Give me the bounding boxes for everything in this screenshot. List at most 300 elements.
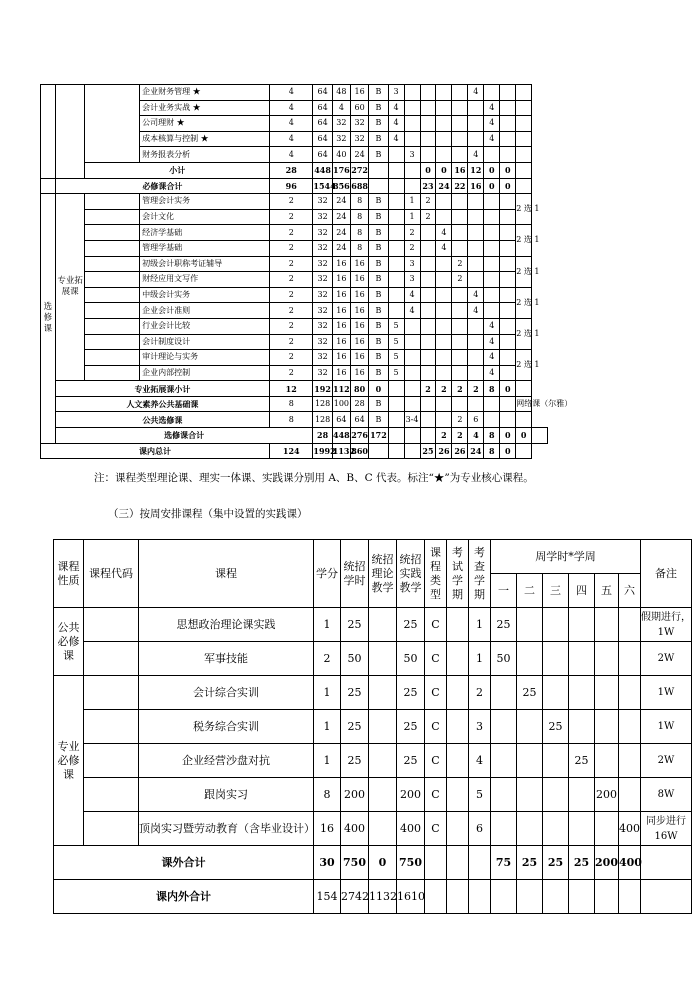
cell-total: 32: [313, 303, 332, 319]
week-cell: 400: [619, 812, 641, 846]
cell-credit: 1: [314, 744, 341, 778]
value-cell: 28: [270, 162, 313, 178]
week-cell: [436, 100, 452, 116]
cell-type: B: [369, 194, 388, 210]
subcategory-cell: [55, 85, 85, 179]
summary-row: [41, 396, 652, 412]
value-cell: 12: [270, 381, 313, 397]
week-cell: [484, 256, 500, 272]
cell-check: 4: [404, 303, 420, 319]
code-cell: [85, 350, 140, 366]
cell-theory: 16: [332, 365, 350, 381]
cell-type: B: [369, 272, 388, 288]
cell-practice: 25: [397, 710, 425, 744]
cell-practice: 25: [397, 676, 425, 710]
week-cell: [452, 194, 468, 210]
cell-exam: 5: [388, 350, 404, 366]
value-cell: [404, 428, 420, 444]
value-cell: 2: [452, 381, 468, 397]
value-cell: 24: [468, 443, 484, 459]
cell-type: B: [369, 209, 388, 225]
value-cell: 750: [341, 846, 369, 880]
note-cell: [516, 178, 532, 194]
cell-total: 25: [341, 744, 369, 778]
week-cell: [491, 676, 517, 710]
cell-practice: 24: [351, 147, 369, 163]
value-cell: 1544: [313, 178, 332, 194]
value-cell: [369, 162, 388, 178]
course-name: 企业会计准则: [140, 303, 270, 319]
cell-exam: 3: [388, 85, 404, 101]
value-cell: [641, 880, 692, 914]
choice-note: 2 选 1: [516, 287, 532, 318]
cell-practice: 400: [397, 812, 425, 846]
cell-theory: 24: [332, 194, 350, 210]
summary-row: [54, 846, 692, 880]
cell-total: 64: [313, 116, 332, 132]
cell-type: B: [369, 350, 388, 366]
week-cell: [420, 131, 436, 147]
note-cell: 假期进行，1W: [641, 608, 692, 642]
week-cell: [436, 272, 452, 288]
note-cell: 2W: [641, 642, 692, 676]
cell-total: 32: [313, 256, 332, 272]
cell-theory: 16: [332, 272, 350, 288]
code-cell: [84, 676, 139, 710]
code-cell: [85, 240, 140, 256]
week-cell: [484, 240, 500, 256]
week-cell: [468, 116, 484, 132]
subtotal-label: 小计: [85, 162, 270, 178]
week-cell: [468, 272, 484, 288]
cell-type: B: [369, 147, 388, 163]
week-cell: [436, 194, 452, 210]
value-cell: [388, 443, 404, 459]
cell-total: 25: [341, 608, 369, 642]
table-row: [54, 812, 692, 846]
cell-credit: 4: [270, 85, 313, 101]
row-label: 专业拓展课小计: [55, 381, 269, 397]
cell-check: [404, 318, 420, 334]
table-row: [54, 710, 692, 744]
week-cell: [569, 676, 595, 710]
course-name: 成本核算与控制 ★: [140, 131, 270, 147]
cell-total: 32: [313, 194, 332, 210]
cell-check: 1: [469, 608, 491, 642]
value-cell: 75: [491, 846, 517, 880]
week-cell: [484, 287, 500, 303]
cell-type: C: [425, 710, 447, 744]
week-cell: 4: [484, 100, 500, 116]
week-cell: 2: [420, 194, 436, 210]
cell-theory: 16: [332, 303, 350, 319]
course-name: 行业会计比较: [140, 318, 270, 334]
cell-check: 4: [404, 287, 420, 303]
cell-type: C: [425, 642, 447, 676]
week-cell: [500, 100, 516, 116]
cell-theory: [369, 778, 397, 812]
week-cell: [500, 318, 516, 334]
choice-note: 2 选 1: [516, 256, 532, 287]
cell-check: 1: [404, 194, 420, 210]
week-cell: [619, 642, 641, 676]
cell-exam: 5: [388, 318, 404, 334]
cell-total: 32: [313, 240, 332, 256]
week-cell: 4: [468, 303, 484, 319]
summary-row: [41, 381, 652, 397]
week-cell: [500, 116, 516, 132]
value-cell: 200: [595, 846, 619, 880]
choice-note: 2 选 1: [516, 350, 532, 381]
header-semester: 一: [491, 574, 517, 608]
cell-practice: 16: [351, 287, 369, 303]
value-cell: [500, 412, 516, 428]
week-cell: [500, 272, 516, 288]
cell-check: 1: [404, 209, 420, 225]
week-cell: [436, 256, 452, 272]
cell-total: 25: [341, 676, 369, 710]
cell-practice: 16: [351, 334, 369, 350]
value-cell: 272: [351, 162, 369, 178]
cell-check: [404, 116, 420, 132]
value-cell: 64: [332, 412, 350, 428]
cell-theory: 16: [332, 287, 350, 303]
header-course: 课程: [139, 540, 314, 608]
table-row: [41, 303, 652, 319]
cell-exam: [388, 209, 404, 225]
value-cell: 30: [314, 846, 341, 880]
header-semester: 四: [569, 574, 595, 608]
header-semester: 六: [619, 574, 641, 608]
cell-theory: 16: [332, 256, 350, 272]
cell-check: 3: [469, 710, 491, 744]
cell-practice: 16: [351, 85, 369, 101]
value-cell: B: [369, 412, 388, 428]
choice-note: 2 选 1: [516, 225, 532, 256]
note-cell: 同步进行 16W: [641, 812, 692, 846]
choice-note: 2 选 1: [516, 194, 532, 225]
cell-credit: 1: [314, 710, 341, 744]
week-cell: [595, 676, 619, 710]
cell-check: 2: [404, 240, 420, 256]
cell-type: C: [425, 608, 447, 642]
note-cell: [516, 116, 532, 132]
week-cell: [569, 642, 595, 676]
cell-practice: 16: [351, 365, 369, 381]
cell-check: [404, 365, 420, 381]
value-cell: [388, 162, 404, 178]
cell-credit: 4: [270, 147, 313, 163]
value-cell: [404, 178, 420, 194]
week-cell: 200: [595, 778, 619, 812]
value-cell: 2: [420, 381, 436, 397]
value-cell: 2742: [341, 880, 369, 914]
week-cell: 4: [468, 147, 484, 163]
note-cell: [516, 131, 532, 147]
cell-exam: [447, 608, 469, 642]
value-cell: [388, 381, 404, 397]
value-cell: 8: [270, 412, 313, 428]
header-row: [54, 540, 692, 574]
value-cell: 128: [313, 396, 332, 412]
table-row: [41, 334, 652, 350]
value-cell: [436, 396, 452, 412]
value-cell: [436, 412, 452, 428]
week-cell: [468, 225, 484, 241]
summary-row: [54, 880, 692, 914]
value-cell: 750: [397, 846, 425, 880]
week-cell: [484, 209, 500, 225]
cell-practice: 8: [351, 225, 369, 241]
cell-exam: [388, 240, 404, 256]
week-cell: [452, 287, 468, 303]
week-cell: [452, 209, 468, 225]
value-cell: B: [369, 396, 388, 412]
week-cell: [468, 350, 484, 366]
header-code: 课程代码: [84, 540, 139, 608]
value-cell: [388, 178, 404, 194]
cell-theory: [369, 676, 397, 710]
value-cell: 22: [452, 178, 468, 194]
week-cell: [436, 85, 452, 101]
note-cell: [516, 412, 532, 428]
cell-practice: 16: [351, 350, 369, 366]
note-cell: 2W: [641, 744, 692, 778]
cell-credit: 1: [314, 608, 341, 642]
cell-check: 3: [404, 272, 420, 288]
week-cell: 4: [436, 240, 452, 256]
cell-type: C: [425, 812, 447, 846]
value-cell: 154: [314, 880, 341, 914]
cell-credit: 2: [270, 225, 313, 241]
cell-check: [404, 131, 420, 147]
value-cell: 2: [452, 412, 468, 428]
value-cell: 124: [270, 443, 313, 459]
week-cell: 2: [420, 209, 436, 225]
cell-exam: [388, 287, 404, 303]
value-cell: 1992: [313, 443, 332, 459]
week-cell: [595, 710, 619, 744]
value-cell: 688: [351, 178, 369, 194]
cell-theory: 40: [332, 147, 350, 163]
code-cell: [84, 608, 139, 642]
cell-total: 50: [341, 642, 369, 676]
week-cell: [484, 147, 500, 163]
value-cell: 28: [351, 396, 369, 412]
cell-total: 64: [313, 100, 332, 116]
header-total: 统招学时: [341, 540, 369, 608]
value-cell: [388, 428, 404, 444]
value-cell: [595, 880, 619, 914]
value-cell: [420, 428, 436, 444]
value-cell: 24: [436, 178, 452, 194]
cell-total: 64: [313, 147, 332, 163]
week-cell: [517, 744, 543, 778]
value-cell: [447, 880, 469, 914]
week-cell: [436, 318, 452, 334]
week-cell: [420, 318, 436, 334]
cell-practice: 60: [351, 100, 369, 116]
week-cell: [517, 812, 543, 846]
week-cell: 4: [484, 334, 500, 350]
cell-practice: 8: [351, 194, 369, 210]
code-cell: [85, 272, 140, 288]
cell-exam: [447, 676, 469, 710]
week-cell: [595, 642, 619, 676]
week-cell: [500, 85, 516, 101]
cell-theory: 32: [332, 131, 350, 147]
week-cell: 4: [484, 350, 500, 366]
week-cell: [452, 147, 468, 163]
row-label: 课内总计: [41, 443, 270, 459]
cell-check: 3: [404, 147, 420, 163]
course-name: 会计制度设计: [140, 334, 270, 350]
value-cell: 0: [500, 443, 516, 459]
cell-theory: [369, 710, 397, 744]
week-cell: [595, 608, 619, 642]
week-cell: 4: [484, 365, 500, 381]
week-cell: [420, 350, 436, 366]
week-cell: [452, 85, 468, 101]
note-cell: 1W: [641, 710, 692, 744]
week-cell: [500, 147, 516, 163]
value-cell: 28: [313, 428, 332, 444]
week-cell: [436, 147, 452, 163]
code-cell: [85, 256, 140, 272]
cell-type: B: [369, 116, 388, 132]
value-cell: [500, 396, 516, 412]
value-cell: 25: [543, 846, 569, 880]
header-semester: 二: [517, 574, 543, 608]
code-cell: [85, 287, 140, 303]
week-cell: 4: [484, 116, 500, 132]
cell-check: [404, 85, 420, 101]
value-cell: 2: [436, 381, 452, 397]
cell-exam: [388, 147, 404, 163]
course-name: 管理会计实务: [140, 194, 270, 210]
week-cell: [500, 240, 516, 256]
value-cell: [404, 381, 420, 397]
cell-practice: 16: [351, 303, 369, 319]
summary-row: [41, 178, 652, 194]
course-name: 财经应用文写作: [140, 272, 270, 288]
cell-theory: [369, 608, 397, 642]
cell-type: C: [425, 744, 447, 778]
cell-theory: [369, 744, 397, 778]
cell-exam: 4: [388, 100, 404, 116]
table-row: [41, 287, 652, 303]
week-cell: [468, 240, 484, 256]
cell-theory: 24: [332, 240, 350, 256]
value-cell: [491, 880, 517, 914]
value-cell: 0: [484, 178, 500, 194]
code-cell: [85, 303, 140, 319]
value-cell: 25: [420, 443, 436, 459]
week-cell: [420, 85, 436, 101]
cell-practice: 8: [351, 240, 369, 256]
value-cell: 16: [452, 162, 468, 178]
value-cell: [425, 846, 447, 880]
value-cell: 23: [420, 178, 436, 194]
value-cell: 1610: [397, 880, 425, 914]
summary-row: [41, 412, 652, 428]
row-label: 课内外合计: [54, 880, 314, 914]
week-cell: [420, 256, 436, 272]
week-cell: [452, 240, 468, 256]
week-cell: [452, 131, 468, 147]
week-cell: [500, 131, 516, 147]
cell-credit: 2: [270, 303, 313, 319]
major-label: 专业必修课: [54, 676, 84, 846]
note-cell: [516, 162, 532, 178]
course-name: 跟岗实习: [139, 778, 314, 812]
row-label: 选修课合计: [55, 428, 313, 444]
cell-check: 6: [469, 812, 491, 846]
cell-credit: 8: [314, 778, 341, 812]
course-name: 中级会计实务: [140, 287, 270, 303]
value-cell: 64: [351, 412, 369, 428]
week-cell: [500, 350, 516, 366]
cell-check: 2: [469, 676, 491, 710]
week-cell: [452, 365, 468, 381]
week-cell: [619, 744, 641, 778]
value-cell: 25: [517, 846, 543, 880]
table-row: [41, 85, 652, 101]
cell-credit: 2: [270, 287, 313, 303]
cell-type: C: [425, 676, 447, 710]
table-row: [41, 225, 652, 241]
week-cell: 2: [452, 256, 468, 272]
weekly-practice-table: [53, 539, 692, 914]
cell-theory: 24: [332, 225, 350, 241]
note-cell: 8W: [641, 778, 692, 812]
cell-exam: 5: [388, 365, 404, 381]
course-name: 财务报表分析: [140, 147, 270, 163]
value-cell: [543, 880, 569, 914]
week-cell: 2: [452, 272, 468, 288]
value-cell: [641, 846, 692, 880]
table-row: [41, 350, 652, 366]
value-cell: [447, 846, 469, 880]
cell-theory: 48: [332, 85, 350, 101]
note-cell: [516, 381, 532, 397]
cell-type: B: [369, 334, 388, 350]
header-credit: 学分: [314, 540, 341, 608]
course-name: 审计理论与实务: [140, 350, 270, 366]
cell-theory: 24: [332, 209, 350, 225]
course-name: 思想政治理论课实践: [139, 608, 314, 642]
course-name: 企业内部控制: [140, 365, 270, 381]
week-cell: [500, 194, 516, 210]
note-cell: [532, 428, 548, 444]
cell-credit: 4: [270, 100, 313, 116]
week-cell: 4: [436, 225, 452, 241]
week-cell: [543, 812, 569, 846]
cell-credit: 2: [270, 256, 313, 272]
value-cell: 856: [332, 178, 350, 194]
week-cell: 4: [484, 318, 500, 334]
week-cell: [619, 676, 641, 710]
week-cell: [484, 85, 500, 101]
value-cell: [404, 162, 420, 178]
table-note: 注：课程类型理论课、理实一体课、实践课分别用 A、B、C 代表。标注“★”为专业核心课程。: [94, 472, 534, 484]
cell-credit: 2: [270, 318, 313, 334]
week-cell: [595, 744, 619, 778]
value-cell: [369, 178, 388, 194]
week-cell: [569, 710, 595, 744]
cell-credit: 2: [270, 194, 313, 210]
value-cell: 0: [500, 178, 516, 194]
